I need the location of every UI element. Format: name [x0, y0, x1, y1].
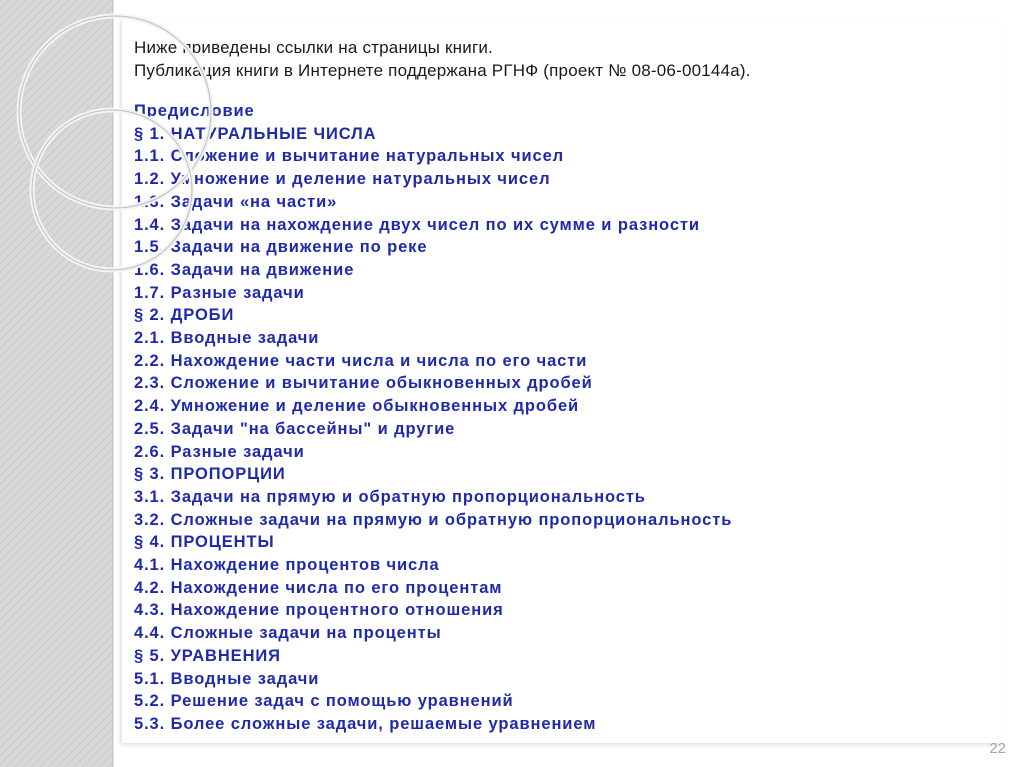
table-of-contents	[134, 100, 732, 736]
toc-link[interactable]: 2.4. Умножение и деление обыкновенных дробей	[134, 397, 580, 416]
toc-link[interactable]: 1.1. Сложение и вычитание натуральных чисел	[134, 147, 565, 166]
toc-link[interactable]: 3.2. Сложные задачи на прямую и обратную пропорциональность	[134, 510, 733, 529]
toc-link[interactable]: 3.1. Задачи на прямую и обратную пропорциональность	[134, 487, 646, 506]
toc-link[interactable]: § 2. ДРОБИ	[134, 306, 235, 325]
toc-link[interactable]: § 1. НАТУРАЛЬНЫЕ ЧИСЛА	[134, 124, 377, 143]
toc-link[interactable]: 4.3. Нахождение процентного отношения	[134, 601, 504, 620]
band-edge-shadow	[112, 0, 114, 767]
toc-link[interactable]: § 3. ПРОПОРЦИИ	[134, 465, 286, 484]
toc-link[interactable]: 1.3. Задачи «на части»	[134, 192, 338, 211]
toc-link[interactable]: 5.2. Решение задач с помощью уравнений	[134, 692, 514, 711]
toc-link[interactable]: 1.6. Задачи на движение	[134, 260, 355, 279]
intro-line-1: Ниже приведены ссылки на страницы книги.	[134, 38, 493, 57]
toc-link[interactable]: 5.3. Более сложные задачи, решаемые уравнением	[134, 714, 597, 733]
toc-link[interactable]: Предисловие	[134, 102, 255, 120]
left-decorative-band	[0, 0, 112, 767]
intro-line-2: Публикация книги в Интернете поддержана РГНФ (проект № 08-06-00144а).	[134, 61, 751, 80]
toc-link[interactable]: 2.6. Разные задачи	[134, 442, 305, 461]
toc-link[interactable]: 2.1. Вводные задачи	[134, 329, 320, 348]
toc-link[interactable]: 5.1. Вводные задачи	[134, 669, 320, 688]
toc-link[interactable]: 4.4. Сложные задачи на проценты	[134, 624, 442, 643]
toc-link[interactable]: 1.4. Задачи на нахождение двух чисел по их сумме и разности	[134, 215, 700, 234]
toc-link[interactable]: § 4. ПРОЦЕНТЫ	[134, 533, 275, 552]
toc-link[interactable]: 4.1. Нахождение процентов числа	[134, 556, 440, 575]
intro-text	[134, 36, 751, 82]
content-panel	[122, 18, 1002, 743]
hatch-pattern	[0, 0, 112, 767]
page-number: 22	[989, 740, 1006, 757]
toc-link[interactable]: 1.7. Разные задачи	[134, 283, 305, 302]
toc-link[interactable]: § 5. УРАВНЕНИЯ	[134, 646, 281, 665]
toc-link[interactable]: 1.2. Умножение и деление натуральных чисел	[134, 170, 551, 189]
toc-link[interactable]: 2.3. Сложение и вычитание обыкновенных дробей	[134, 374, 593, 393]
toc-link[interactable]: 2.2. Нахождение части числа и числа по его части	[134, 351, 588, 370]
toc-link[interactable]: 4.2. Нахождение числа по его процентам	[134, 578, 503, 597]
toc-link[interactable]: 2.5. Задачи "на бассейны" и другие	[134, 419, 456, 438]
toc-link[interactable]: 1.5. Задачи на движение по реке	[134, 238, 428, 257]
